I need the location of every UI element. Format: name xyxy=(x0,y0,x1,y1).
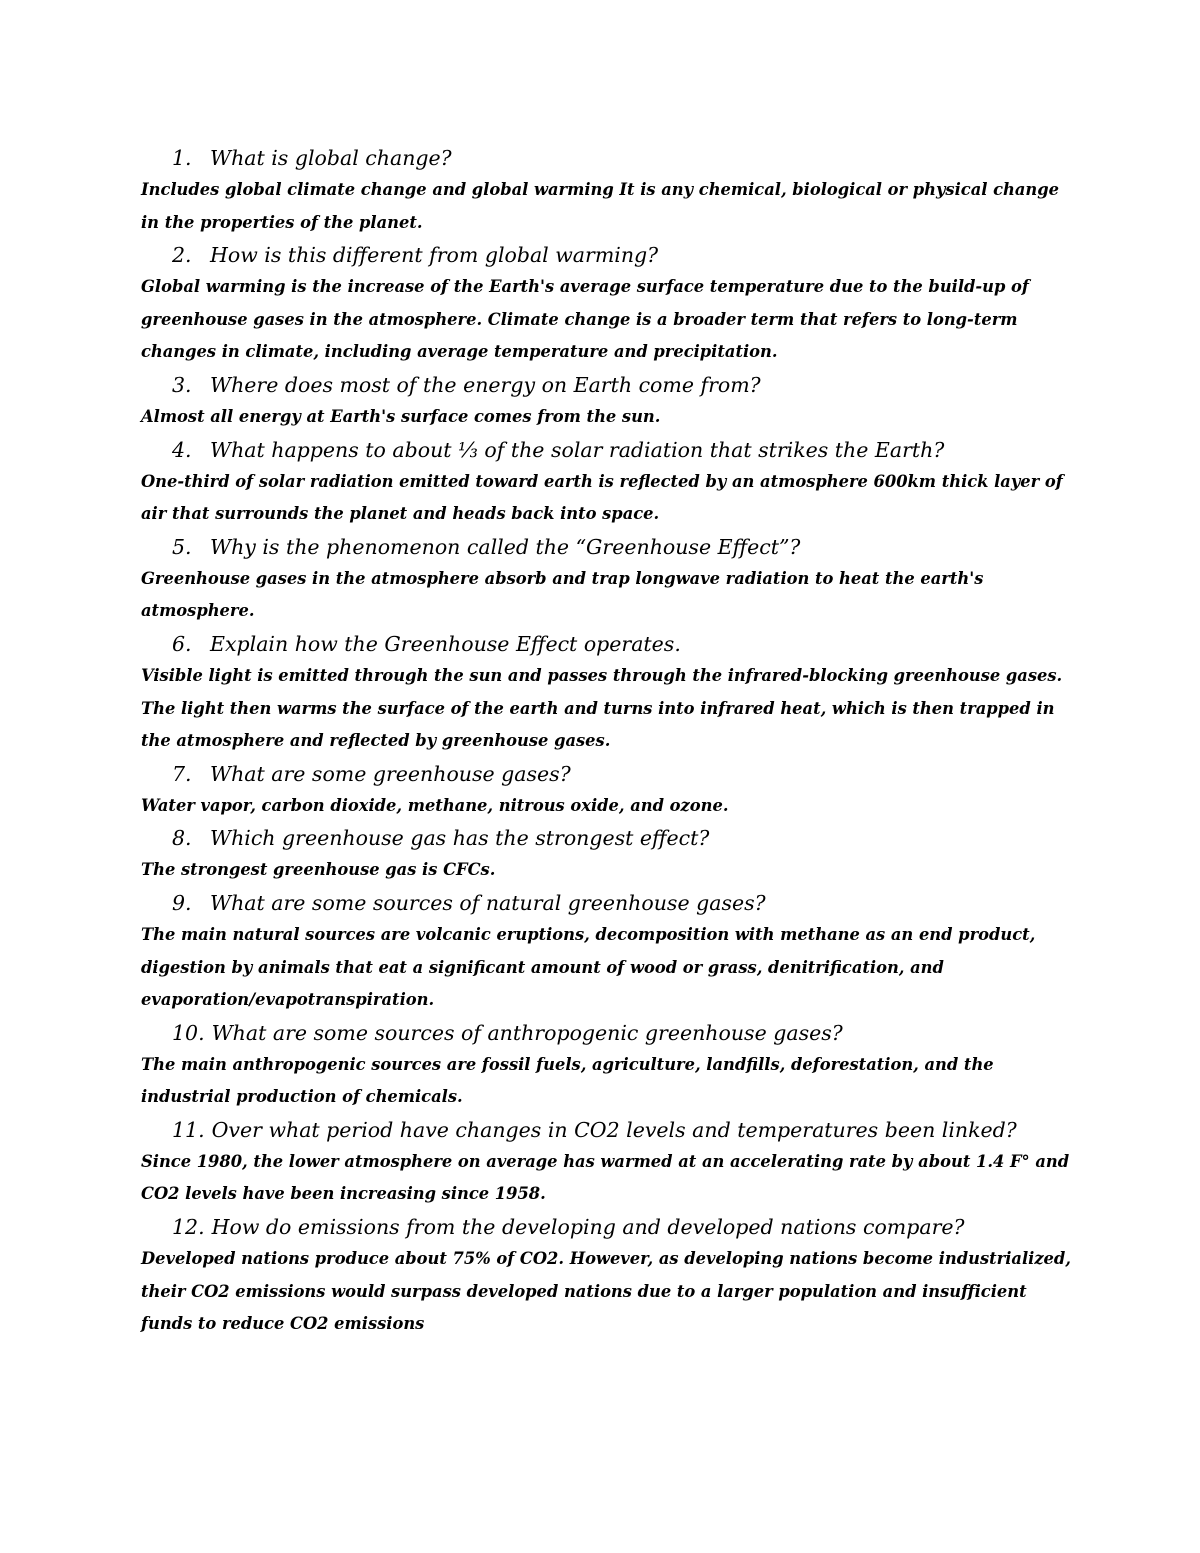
question-text: What happens to about ⅓ of the solar radiation that strikes the Earth? xyxy=(210,437,945,462)
question-text: What are some sources of natural greenhouse gases? xyxy=(210,890,766,915)
question-5 xyxy=(0,531,1200,563)
question-number: 2. xyxy=(172,243,192,268)
question-3 xyxy=(0,369,1200,401)
qa-item-9 xyxy=(0,887,1200,1017)
question-number: 11. xyxy=(172,1117,205,1142)
question-number: 5. xyxy=(172,534,192,559)
answer-11: Since 1980, the lower atmosphere on average has warmed at an accelerating rate by about 1.4 F° and CO2 levels have been increasing since 1958. xyxy=(141,1151,1070,1204)
question-2 xyxy=(0,239,1200,271)
answer-4: One-third of solar radiation emitted toward earth is reflected by an atmosphere 600km thick layer of air that surrounds the planet and heads back into space. xyxy=(141,471,1063,524)
question-10 xyxy=(0,1017,1200,1049)
question-text: Which greenhouse gas has the strongest effect? xyxy=(210,826,710,851)
answer-2: Global warming is the increase of the Earth's average surface temperature due to the build-up of greenhouse gases in the atmosphere. Climate change is a broader term that refers to long-term changes in climate, including average temperature and precipitation. xyxy=(141,277,1029,362)
question-text: Where does most of the energy on Earth come from? xyxy=(210,372,761,397)
question-1 xyxy=(0,142,1200,174)
question-4 xyxy=(0,434,1200,466)
question-number: 12. xyxy=(172,1215,205,1240)
question-text: How is this different from global warming? xyxy=(210,243,659,268)
question-7 xyxy=(0,758,1200,790)
answer-5: Greenhouse gases in the atmosphere absorb and trap longwave radiation to heat the earth's atmosphere. xyxy=(141,568,984,621)
question-number: 3. xyxy=(172,372,192,397)
question-number: 7. xyxy=(172,761,192,786)
question-text: What is global change? xyxy=(210,146,452,170)
qa-item-8 xyxy=(0,822,1200,887)
question-text: What are some sources of anthropogenic greenhouse gases? xyxy=(211,1020,843,1045)
question-text: Over what period have changes in CO2 levels and temperatures been linked? xyxy=(211,1117,1017,1142)
qa-item-1 xyxy=(0,142,1200,239)
question-11 xyxy=(0,1114,1200,1146)
question-number: 1. xyxy=(172,146,192,170)
question-9 xyxy=(0,887,1200,919)
question-text: How do emissions from the developing and developed nations compare? xyxy=(211,1215,965,1240)
question-12 xyxy=(0,1211,1200,1243)
answer-6: Visible light is emitted through the sun and passes through the infrared-blocking greenhouse gases. The light then warms the surface of the earth and turns into infrared heat, which is then trapped in the atmosphere and reflected by greenhouse gases. xyxy=(141,665,1063,751)
question-number: 8. xyxy=(172,826,192,851)
question-text: Why is the phenomenon called the “Greenhouse Effect”? xyxy=(210,534,801,559)
question-text: What are some greenhouse gases? xyxy=(210,761,571,786)
question-number: 10. xyxy=(172,1020,205,1045)
qa-item-6 xyxy=(0,628,1200,758)
answer-7: Water vapor, carbon dioxide, methane, nitrous oxide, and ozone. xyxy=(141,795,729,815)
question-text: Explain how the Greenhouse Effect operates. xyxy=(210,631,681,656)
answer-1: Includes global climate change and global warming It is any chemical, biological or physical change in the properties of the planet. xyxy=(141,180,1059,232)
answer-12: Developed nations produce about 75% of CO2. However, as developing nations become industrialized, their CO2 emissions would surpass developed nations due to a larger population and insufficient funds to reduce CO2 emissions xyxy=(141,1249,1071,1334)
qa-item-4 xyxy=(0,434,1200,531)
answer-9: The main natural sources are volcanic eruptions, decomposition with methane as an end product, digestion by animals that eat a significant amount of wood or grass, denitrification, and evaporation/evapotranspiration. xyxy=(141,924,1036,1010)
question-number: 6. xyxy=(172,631,192,656)
qa-item-7 xyxy=(0,758,1200,823)
answer-8: The strongest greenhouse gas is CFCs. xyxy=(141,860,496,880)
question-8 xyxy=(0,822,1200,854)
answer-3: Almost all energy at Earth's surface comes from the sun. xyxy=(141,406,661,426)
question-number: 9. xyxy=(172,890,192,915)
qa-item-2 xyxy=(0,239,1200,369)
question-number: 4. xyxy=(172,437,192,462)
qa-item-12 xyxy=(0,1211,1200,1341)
qa-item-3 xyxy=(0,369,1200,434)
answer-10: The main anthropogenic sources are fossil fuels, agriculture, landfills, deforestation, and the industrial production of chemicals. xyxy=(141,1054,994,1107)
qa-item-11 xyxy=(0,1114,1200,1211)
qa-item-10 xyxy=(0,1017,1200,1114)
question-6 xyxy=(0,628,1200,660)
qa-item-5 xyxy=(0,531,1200,628)
qa-list xyxy=(0,142,1200,1341)
